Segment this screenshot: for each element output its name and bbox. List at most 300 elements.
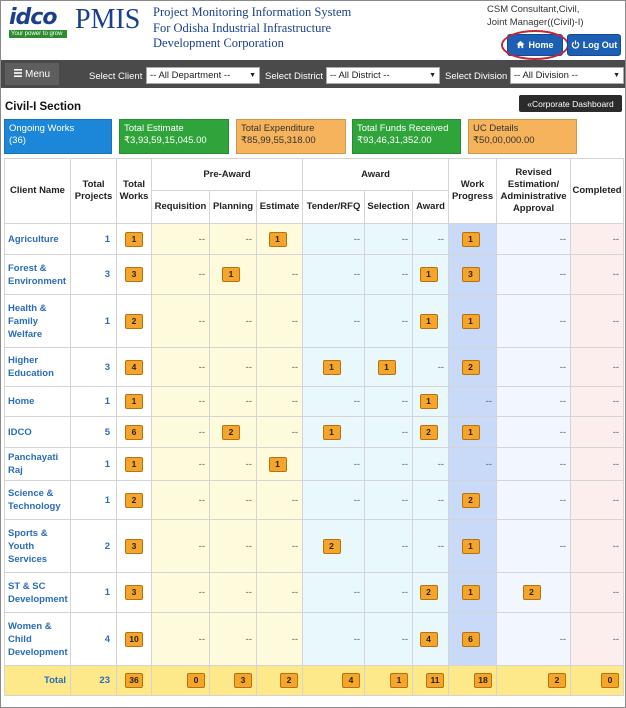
cell-award [413,573,449,613]
empty-value: -- [198,361,205,373]
empty-value: -- [559,315,567,327]
total-works-badge[interactable]: 6 [125,425,143,440]
chevron-down-icon: ▼ [429,72,436,79]
total-cell-requisition [152,666,210,696]
empty-value: -- [437,494,445,506]
cell-completed [571,573,624,613]
cell-total-works [117,448,152,481]
empty-value: -- [437,540,445,552]
cell-completed [571,520,624,573]
tender-count-badge[interactable]: 1 [323,360,341,375]
cell-revised [497,255,571,295]
cell-tender [303,481,365,520]
empty-value: -- [198,494,205,506]
cell-progress [449,481,497,520]
cell-award [413,417,449,448]
cell-tender [303,255,365,295]
cell-completed [571,224,624,255]
revised-total-badge[interactable]: 2 [548,673,566,688]
header-award-group: Award [303,159,449,191]
empty-value: -- [353,315,361,327]
cell-estimate [257,255,303,295]
empty-value: -- [559,396,567,407]
header-total-works: Total Works [117,159,152,224]
total-works-badge[interactable]: 3 [125,539,143,554]
total-works-badge[interactable]: 1 [125,232,143,247]
empty-value: -- [353,396,361,407]
empty-value: -- [291,315,299,327]
empty-value: -- [353,633,361,645]
cell-requisition [152,295,210,348]
header [1,1,625,59]
menu-label: Menu [24,68,50,80]
cell-selection [365,417,413,448]
empty-value: -- [245,315,252,327]
empty-value: -- [559,426,567,438]
total-works-badge[interactable]: 1 [125,394,143,409]
cell-revised [497,448,571,481]
empty-value: -- [291,633,299,645]
power-icon [571,40,580,51]
cell-requisition [152,448,210,481]
total-projects-value: 3 [71,348,117,387]
empty-value: -- [612,315,620,327]
cell-tender [303,295,365,348]
empty-value: -- [353,587,361,598]
empty-value: -- [612,540,620,552]
empty-value: -- [401,587,409,598]
summary-label: Total Funds Received [357,123,449,134]
empty-value: -- [437,458,445,470]
logo-tagline: Your power to grow [9,30,67,38]
cell-selection [365,520,413,573]
cell-tender [303,224,365,255]
cell-total-works [117,417,152,448]
summary-label: Total Estimate [124,123,184,134]
empty-value: -- [612,269,620,280]
logout-button[interactable] [567,34,621,56]
cell-total-works [117,481,152,520]
total-works-badge[interactable]: 4 [125,360,143,375]
table-row [5,348,624,387]
cell-award [413,387,449,417]
cell-planning [210,520,257,573]
client-select[interactable] [146,67,260,84]
summary-value: ₹50,00,000.00 [473,135,535,146]
empty-value: -- [291,396,299,407]
empty-value: -- [612,426,620,438]
total-projects-value: 1 [71,448,117,481]
cell-revised [497,224,571,255]
cell-requisition [152,573,210,613]
progress-count-badge[interactable]: 1 [462,232,480,247]
summary-label: Total Expenditure [241,123,315,134]
table-row [5,573,624,613]
empty-value: -- [245,233,252,245]
table-row [5,387,624,417]
empty-value: -- [401,633,409,645]
division-select-value: -- All Division -- [514,70,578,81]
cell-revised [497,417,571,448]
header-planning: Planning [210,191,257,224]
cell-total-works [117,573,152,613]
app-name-line-3: Development Corporation [153,36,284,50]
requisition-total-badge[interactable]: 0 [187,673,205,688]
cell-award [413,295,449,348]
progress-count-badge[interactable]: 1 [462,585,480,600]
cell-planning [210,255,257,295]
empty-value: -- [198,587,205,598]
total-projects-value: 4 [71,613,117,666]
empty-value: -- [612,361,620,373]
cell-completed [571,448,624,481]
cell-planning [210,387,257,417]
cell-selection [365,573,413,613]
cell-completed [571,387,624,417]
empty-value: -- [291,540,299,552]
home-icon [516,40,525,51]
total-works-badge[interactable]: 10 [125,632,143,647]
client-name-link[interactable]: Higher Education [5,348,71,387]
cell-estimate [257,573,303,613]
empty-value: -- [612,458,620,470]
empty-value: -- [401,426,409,438]
estimate-count-badge[interactable]: 1 [269,457,287,472]
award-count-badge[interactable]: 1 [420,314,438,329]
idco-logo[interactable] [9,7,69,37]
header-pre-award: Pre-Award [152,159,303,191]
cell-selection [365,348,413,387]
cell-tender [303,387,365,417]
total-cell-selection [365,666,413,696]
progress-count-badge[interactable]: 1 [462,425,480,440]
completed-total-badge[interactable]: 0 [601,673,619,688]
empty-value: -- [559,540,567,552]
summary-total-funds-received[interactable] [352,119,461,154]
cell-completed [571,295,624,348]
client-select-value: -- All Department -- [150,70,231,81]
user-role: Joint Manager((Civil)-I) [487,17,584,28]
empty-value: -- [612,494,620,506]
empty-value: -- [353,494,361,506]
table-row [5,224,624,255]
award-count-badge[interactable]: 2 [420,425,438,440]
app-name-line-1: Project Monitoring Information System [153,5,352,19]
cell-planning [210,448,257,481]
table-row [5,417,624,448]
cell-selection [365,448,413,481]
total-projects-value: 3 [71,255,117,295]
app-full-name [153,5,351,52]
total-label: Total [5,666,71,696]
client-name-link[interactable]: ST & SC Development [5,573,71,613]
header-tender-rfq: Tender/RFQ [303,191,365,224]
empty-value: -- [612,587,620,598]
division-filter-label: Select Division [445,71,508,82]
table-row [5,448,624,481]
cell-award [413,224,449,255]
award-count-badge[interactable]: 2 [420,585,438,600]
cell-award [413,448,449,481]
cell-estimate [257,224,303,255]
cell-estimate [257,387,303,417]
cell-award [413,255,449,295]
client-name-link[interactable]: IDCO [5,417,71,448]
empty-value: -- [401,233,409,245]
client-name-link[interactable]: Forest & Environment [5,255,71,295]
user-name: CSM Consultant,Civil, [487,4,580,15]
cell-revised [497,348,571,387]
client-name-link[interactable]: Science & Technology [5,481,71,520]
cell-requisition [152,255,210,295]
app-short-name: PMIS [75,4,141,35]
header-total-projects: Total Projects [71,159,117,224]
empty-value: -- [198,233,205,245]
client-name-link[interactable]: Home [5,387,71,417]
cell-tender [303,448,365,481]
chevron-down-icon: ▼ [249,72,256,79]
logo-text: idco [9,5,57,30]
tender-count-badge[interactable]: 1 [323,425,341,440]
progress-count-badge[interactable]: 1 [462,314,480,329]
empty-value: -- [245,396,252,407]
total-cell-estimate [257,666,303,696]
cell-completed [571,481,624,520]
summary-value: ₹85,99,55,318.00 [241,135,316,146]
filter-bar [1,60,625,88]
table-row [5,613,624,666]
header-award: Award [413,191,449,224]
empty-value: -- [353,458,361,470]
tender-total-badge[interactable]: 4 [342,673,360,688]
district-select[interactable] [326,67,440,84]
empty-value: -- [198,315,205,327]
planning-count-badge[interactable]: 1 [222,267,240,282]
header-selection: Selection [365,191,413,224]
cell-requisition [152,224,210,255]
cell-requisition [152,417,210,448]
empty-value: -- [559,361,567,373]
cell-estimate [257,520,303,573]
client-name-link[interactable]: Panchayati Raj [5,448,71,481]
empty-value: -- [612,233,620,245]
summary-uc-details[interactable] [468,119,577,154]
cell-requisition [152,481,210,520]
client-filter-label: Select Client [89,71,143,82]
cell-total-works [117,520,152,573]
cell-completed [571,613,624,666]
total-cell-revised [497,666,571,696]
district-select-value: -- All District -- [330,70,390,81]
empty-value: -- [245,587,252,598]
empty-value: -- [612,633,620,645]
cell-estimate [257,481,303,520]
cell-total-works-sum [117,666,152,696]
empty-value: -- [198,396,205,407]
home-button[interactable] [507,34,563,56]
corporate-dashboard-button[interactable] [519,95,622,112]
cell-progress [449,520,497,573]
division-select[interactable] [510,67,624,84]
total-works-badge[interactable]: 2 [125,314,143,329]
user-info [487,3,605,29]
empty-value: -- [559,633,567,645]
table-body [5,224,624,696]
empty-value: -- [245,633,252,645]
total-projects-value: 1 [71,481,117,520]
summary-total-estimate[interactable] [119,119,229,154]
empty-value: -- [245,540,252,552]
cell-completed [571,417,624,448]
cell-award [413,348,449,387]
empty-value: -- [245,458,252,470]
empty-value: -- [245,361,252,373]
client-name-link[interactable]: Sports & Youth Services [5,520,71,573]
summary-ongoing-works[interactable] [4,119,112,154]
header-requisition: Requisition [152,191,210,224]
home-label: Home [528,40,554,50]
menu-button[interactable] [5,63,59,85]
total-projects-value: 1 [71,295,117,348]
estimate-count-badge[interactable]: 1 [269,232,287,247]
summary-total-expenditure[interactable] [236,119,346,154]
cell-planning [210,573,257,613]
planning-count-badge[interactable]: 2 [222,425,240,440]
cell-revised [497,387,571,417]
total-works-sum-badge[interactable]: 36 [125,673,143,688]
cell-tender [303,573,365,613]
cell-progress [449,387,497,417]
cell-planning [210,417,257,448]
cell-estimate [257,613,303,666]
empty-value: -- [559,233,567,245]
progress-count-badge[interactable]: 2 [462,360,480,375]
cell-total-works [117,255,152,295]
section-title: Civil-I Section [5,101,82,113]
header-client-name: Client Name [5,159,71,224]
cell-progress [449,295,497,348]
empty-value: -- [559,269,567,280]
total-cell-completed [571,666,624,696]
planning-total-badge[interactable]: 3 [234,673,252,688]
total-cell-progress [449,666,497,696]
cell-total-works [117,224,152,255]
cell-progress [449,573,497,613]
total-works-badge[interactable]: 2 [125,493,143,508]
cell-revised [497,520,571,573]
cell-selection [365,295,413,348]
cell-selection [365,387,413,417]
total-projects-value: 1 [71,224,117,255]
empty-value: -- [291,426,299,438]
cell-completed [571,255,624,295]
progress-total-badge[interactable]: 18 [474,673,492,688]
cell-estimate [257,295,303,348]
cell-total-works [117,387,152,417]
cell-revised [497,573,571,613]
empty-value: -- [353,233,361,245]
cell-tender [303,417,365,448]
cell-progress [449,348,497,387]
award-count-badge[interactable]: 1 [420,394,438,409]
cell-revised [497,295,571,348]
table-row [5,295,624,348]
cell-award [413,613,449,666]
tender-count-badge[interactable]: 2 [323,539,341,554]
total-projects-sum: 23 [71,666,117,696]
works-status-table [4,158,624,696]
total-works-badge[interactable]: 3 [125,267,143,282]
cell-tender [303,348,365,387]
empty-value: -- [401,315,409,327]
total-projects-value: 1 [71,573,117,613]
cell-requisition [152,613,210,666]
empty-value: -- [198,426,205,438]
total-works-badge[interactable]: 1 [125,457,143,472]
cell-progress [449,255,497,295]
selection-total-badge[interactable]: 1 [390,673,408,688]
estimate-total-badge[interactable]: 2 [280,673,298,688]
revised-count-badge[interactable]: 2 [523,585,541,600]
client-name-link[interactable]: Women & Child Development [5,613,71,666]
empty-value: -- [353,269,361,280]
total-works-badge[interactable]: 3 [125,585,143,600]
progress-count-badge[interactable]: 2 [462,493,480,508]
client-name-link[interactable]: Agriculture [5,224,71,255]
header-completed: Completed [571,159,624,224]
award-count-badge[interactable]: 4 [420,632,438,647]
progress-count-badge[interactable]: 6 [462,632,480,647]
cell-selection [365,613,413,666]
selection-count-badge[interactable]: 1 [378,360,396,375]
cell-selection [365,224,413,255]
header-revised-estimation: Revised Estimation/ Administrative Approval [497,159,571,224]
cell-requisition [152,520,210,573]
cell-tender [303,613,365,666]
empty-value: -- [291,587,299,598]
empty-value: -- [291,494,299,506]
summary-label: Ongoing Works [9,123,75,134]
empty-value: -- [401,540,409,552]
total-row [5,666,624,696]
cell-award [413,520,449,573]
cell-estimate [257,448,303,481]
cell-revised [497,613,571,666]
award-count-badge[interactable]: 1 [420,267,438,282]
empty-value: -- [198,269,205,280]
client-name-link[interactable]: Health & Family Welfare [5,295,71,348]
cell-estimate [257,348,303,387]
cell-requisition [152,348,210,387]
logout-label: Log Out [582,40,618,50]
award-total-badge[interactable]: 11 [426,673,444,688]
district-filter-label: Select District [265,71,324,82]
summary-value: ₹3,93,59,15,045.00 [124,135,207,146]
empty-value: -- [559,494,567,506]
progress-count-badge[interactable]: 1 [462,539,480,554]
cell-estimate [257,417,303,448]
cell-planning [210,481,257,520]
cell-award [413,481,449,520]
empty-value: -- [198,540,205,552]
total-projects-value: 2 [71,520,117,573]
summary-value: (36) [9,135,26,146]
app-name-line-2: For Odisha Industrial Infrastructure [153,20,332,35]
progress-count-badge[interactable]: 3 [462,267,480,282]
cell-planning [210,613,257,666]
cell-planning [210,295,257,348]
header-work-progress: Work Progress [449,159,497,224]
